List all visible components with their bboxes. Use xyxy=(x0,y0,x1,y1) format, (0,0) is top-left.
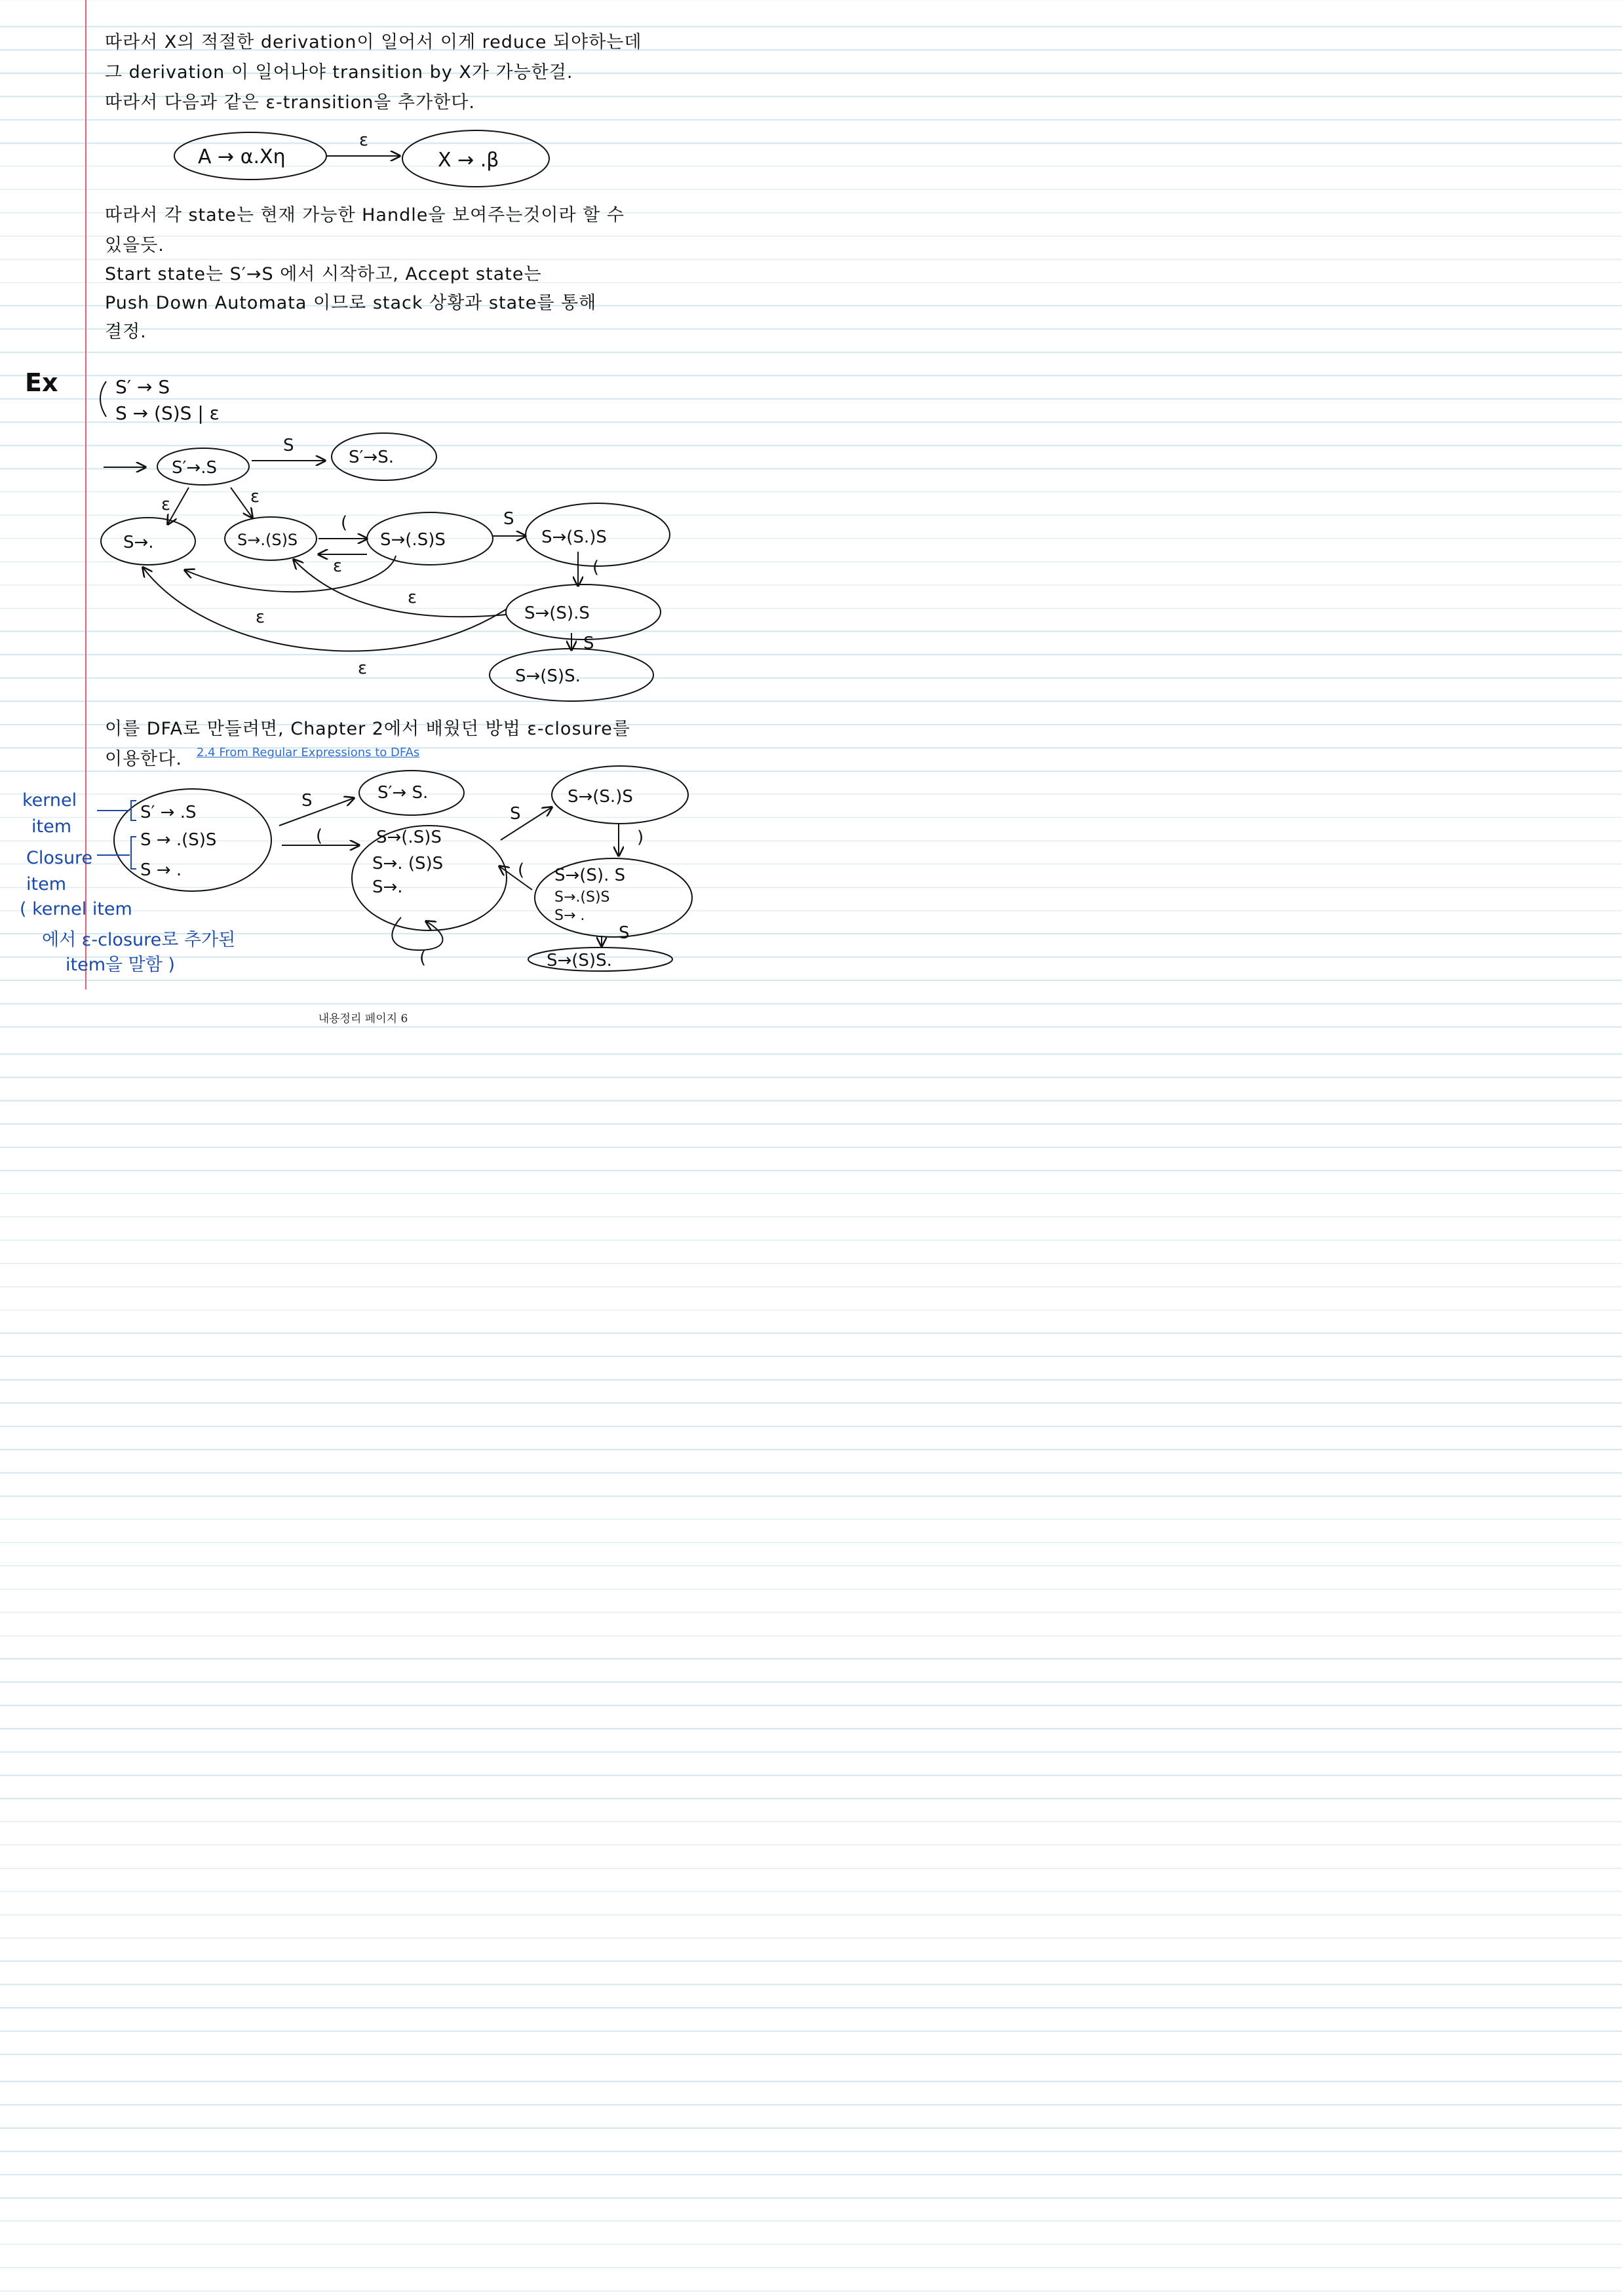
dfa-edge-open-4-2 xyxy=(499,866,532,890)
note-line-1: 따라서 X의 적절한 derivation이 일어서 이게 reduce 되야하는데 xyxy=(105,32,642,52)
note-line-6: Start state는 S′→S 에서 시작하고, Accept state는 xyxy=(105,264,542,284)
closure-note-2: item xyxy=(26,874,67,894)
dfa2-item-2: S→. (S)S xyxy=(372,854,444,873)
nfa-accept-text: S′→S. xyxy=(349,448,394,467)
nfa-label-s-3: S xyxy=(583,634,594,653)
dfa4-item-1: S→(S). S xyxy=(554,866,626,885)
dfa-label-s-1: S xyxy=(301,791,313,811)
kernel-note-2: item xyxy=(31,816,72,837)
nfa-label-s-1: S xyxy=(283,436,294,455)
dfa0-item-2: S → .(S)S xyxy=(140,830,217,850)
nfa-label-eps-5: ε xyxy=(256,607,265,627)
kernel-note-1: kernel xyxy=(22,790,77,811)
dfa-edge-s-2-3 xyxy=(501,807,552,840)
nfa-label-eps-3: ε xyxy=(333,556,343,576)
kernel-bracket xyxy=(97,801,136,820)
grammar-line-2: S → (S)S | ε xyxy=(115,402,220,424)
nfa-edge-eps-2 xyxy=(231,488,252,518)
page-footer: 내용정리 페이지 6 xyxy=(318,1012,408,1025)
dfa0-item-1: S′ → .S xyxy=(140,803,197,822)
dfa-label-s-3: S xyxy=(619,923,630,943)
dfa2-item-1: S→(.S)S xyxy=(376,828,442,847)
dfa1-item-1: S′→ S. xyxy=(377,783,429,803)
dfa5-item-1: S→(S)S. xyxy=(547,951,612,970)
nfa-edge-eps-1 xyxy=(168,488,189,524)
nfa-after-s-text: S→(S.)S xyxy=(541,527,607,547)
dfa-edge-self-loop xyxy=(392,917,442,950)
grammar-line-1: S′ → S xyxy=(115,376,170,398)
note-line-4: 따라서 각 state는 현재 가능한 Handle을 보여주는것이라 할 수 xyxy=(105,205,625,225)
nfa-label-eps-2: ε xyxy=(250,487,260,507)
nfa-label-close: ( xyxy=(592,558,600,577)
explain-note-3: item을 말함 ) xyxy=(66,955,175,975)
note-line-10: 이용한다. xyxy=(105,749,182,769)
nfa-eps-text: S→. xyxy=(123,533,154,552)
note-line-3: 따라서 다음과 같은 ε-transition을 추가한다. xyxy=(105,92,475,113)
nfa-start-text: S′→.S xyxy=(172,458,217,478)
explain-note-1: ( kernel item xyxy=(20,899,132,919)
nfa-label-open: ( xyxy=(341,513,348,533)
example-edge-label: ε xyxy=(359,130,369,150)
note-line-5: 있을듯. xyxy=(105,235,164,256)
nfa-label-eps-1: ε xyxy=(161,495,171,514)
example-label: Ex xyxy=(25,368,58,397)
dfa0-item-3: S → . xyxy=(140,860,182,880)
note-line-7: Push Down Automata 이므로 stack 상황과 state를 통해 xyxy=(105,293,597,313)
explain-note-2: 에서 ε-closure로 추가된 xyxy=(42,930,236,950)
dfa2-item-3: S→. xyxy=(372,877,403,897)
note-line-9: 이를 DFA로 만들려면, Chapter 2에서 배웠던 방법 ε-closure를 xyxy=(105,719,630,739)
dfa-label-open-1: ( xyxy=(316,826,323,846)
nfa-label-s-2: S xyxy=(503,509,514,529)
nfa-final-text: S→(S)S. xyxy=(515,666,581,686)
nfa-label-eps-6: ε xyxy=(358,659,368,678)
nfa-edge-curve-2 xyxy=(294,560,506,617)
dfa3-item-1: S→(S.)S xyxy=(568,787,633,807)
dfa4-item-3: S→ . xyxy=(554,908,585,924)
example-left-text: A → α.Xη xyxy=(198,145,286,168)
grammar-brace xyxy=(100,381,106,417)
nfa-open-text: S→.(S)S xyxy=(237,531,298,549)
dfa4-item-2: S→.(S)S xyxy=(554,889,610,906)
nfa-edge-curve-3 xyxy=(143,567,506,651)
dfa-edge-s-0-1 xyxy=(279,798,354,826)
dfa-label-close: ) xyxy=(637,828,644,847)
dfa-label-s-2: S xyxy=(510,804,521,824)
dfa-label-open-2: ( xyxy=(518,860,525,880)
dfa-label-open-loop: ( xyxy=(419,948,427,968)
nfa-after-open-text: S→(.S)S xyxy=(380,530,446,550)
closure-note-1: Closure xyxy=(26,848,93,868)
nfa-label-eps-4: ε xyxy=(408,588,417,607)
note-line-2: 그 derivation 이 일어나야 transition by X가 가능한걸. xyxy=(105,62,573,83)
section-link[interactable]: 2.4 From Regular Expressions to DFAs xyxy=(197,746,420,759)
nfa-after-close-text: S→(S).S xyxy=(524,603,590,623)
note-line-8: 결정. xyxy=(105,322,147,342)
example-right-text: X → .β xyxy=(438,149,499,172)
nfa-edge-curve-1 xyxy=(185,556,396,592)
diagram-layer xyxy=(0,0,726,1027)
